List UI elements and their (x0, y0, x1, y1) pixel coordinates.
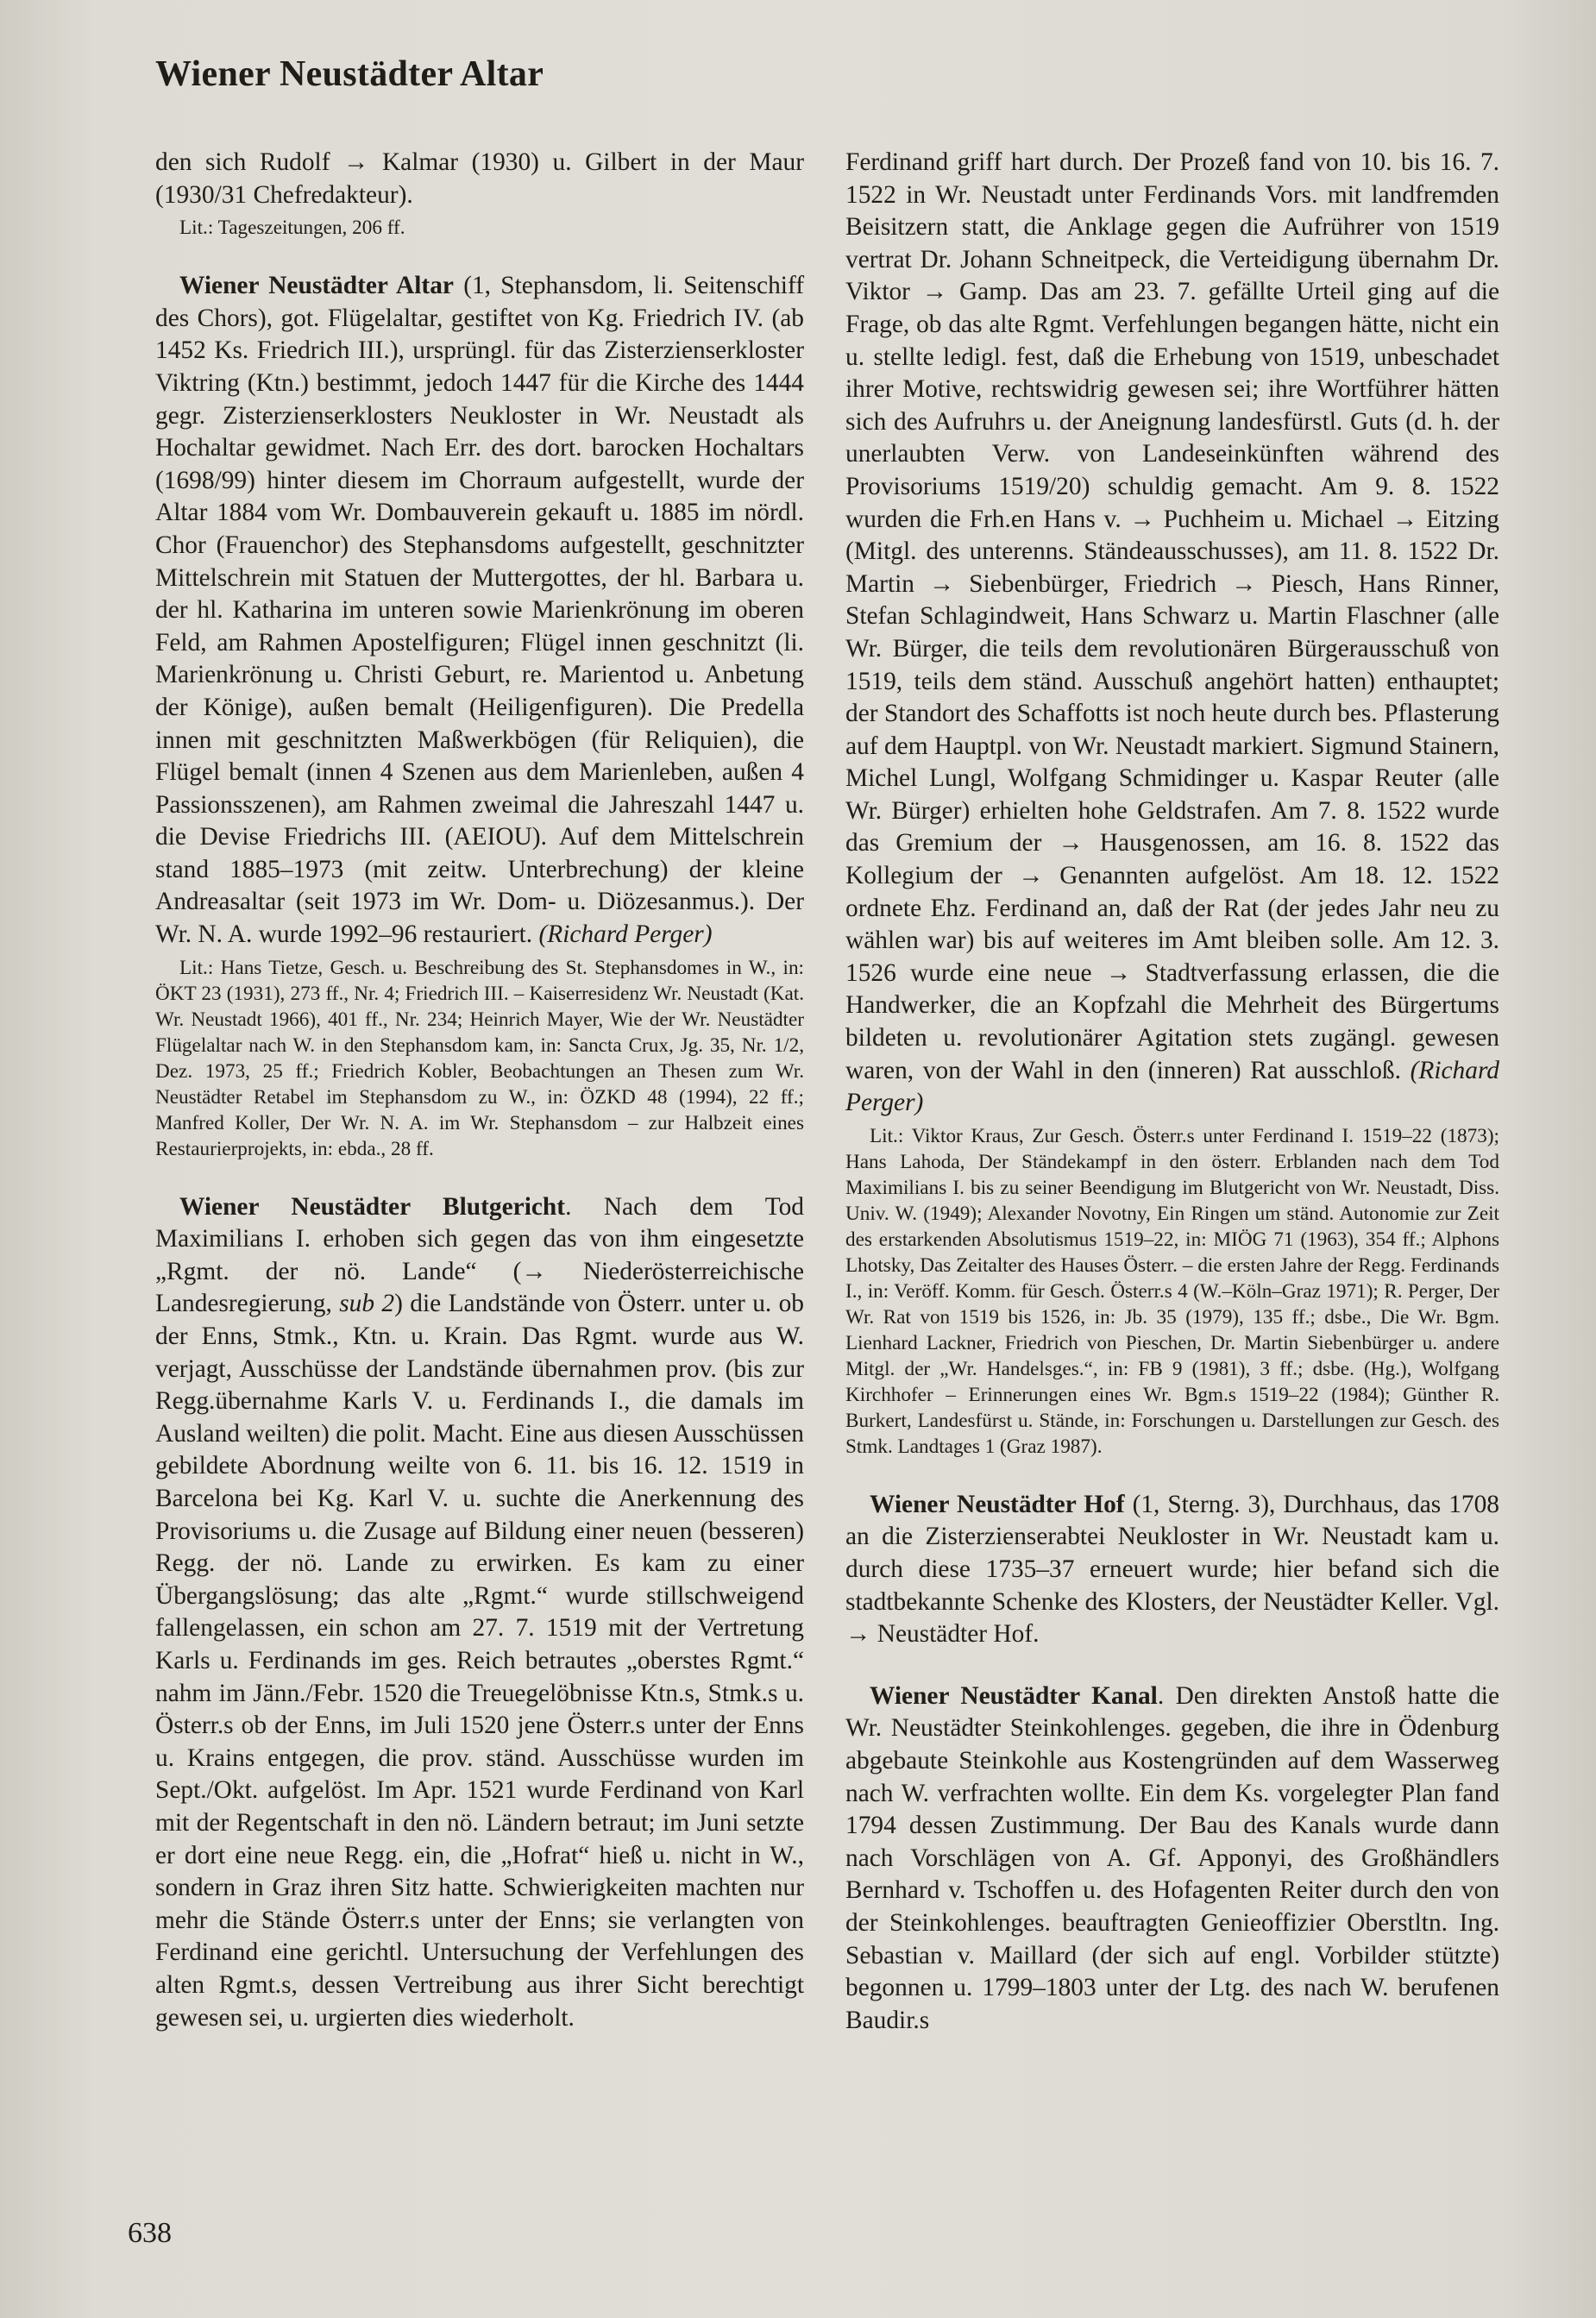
previous-entry-end: den sich Rudolf → Kalmar (1930) u. Gilbert in der Maur (1930/31 Chefredakteur). (155, 148, 804, 209)
entry-text-blutgericht-b: ) die Landstände von Österr. unter u. ob der Enns, Stmk., Ktn. u. Krain. Das Rgmt. wurde aus W. verjagt, Ausschüsse der Landstände übernahmen prov. (bis zur Regg.übernahme Karls V. u. Ferdinands I., die damals im Ausland weilten) die polit. Macht. Eine aus diesen Ausschüssen gebildete Abordnung weilte von 6. 11. bis 16. 12. 1519 in Barcelona bei Kg. Karl V. u. suchte die Anerkennung des Provisoriums u. die Zusage auf Bildung einer neuen (besseren) Regg. der nö. Lande zu erwirken. Es kam zu einer Übergangslösung; das alte „Rgmt.“ wurde stillschweigend fallengelassen, ein schon am 27. 7. 1519 mit der Vertretung Karls u. Ferdinands im ges. Reich betrautes „oberstes Rgmt.“ nahm im Jänn./Febr. 1520 die Treuegelöbnisse Ktn.s, Stmk.s u. Österr.s ob der Enns, im Juli 1520 jene Österr.s unter der Enns u. Krains entgegen, die prov. ständ. Ausschüsse wurden im Sept./Okt. aufgelöst. Im Apr. 1521 wurde Ferdinand von Karl mit der Regentschaft in den nö. Ländern betraut; im Juni setzte er dort eine neue Regg. ein, die „Hofrat“ hieß u. nicht in W., sondern in Graz ihren Sitz hatte. Schwierigkeiten machten nur mehr die Stände Österr.s unter der Enns; sie verlangten von Ferdinand eine gerichtl. Untersuchung der Verfehlungen des alten Rgmt.s, dessen Vertreibung aus ihrer Sicht berechtigt gewesen sei, u. urgierten dies wiederholt. (155, 1290, 805, 2032)
entry-text-kanal: . Den direkten Anstoß hatte die Wr. Neustädter Steinkohlenges. gegeben, die ihre in Ödenburg abgebaute Steinkohle aus Kostengründen auf dem Wasserweg nach W. verfrachten wollte. Ein dem Ks. vorgelegter Plan fand 1794 dessen Zustimmung. Der Bau des Kanals wurde dann nach Vorschlägen von A. Gf. Apponyi, des Großhändlers Bernhard v. Tschoffen u. des Hofagenten Reiter durch den von der Steinkohlenges. beauftragten Genieoffizier Oberstltn. Ing. Sebastian v. Maillard (der sich auf engl. Vorbilder stützte) begonnen u. 1799–1803 unter der Ltg. des nach W. berufenen Baudir.s (845, 1681, 1499, 2034)
entry-keyword-kanal: Wiener Neustädter Kanal (870, 1681, 1158, 1710)
entry-blutgericht-continued (845, 147, 1499, 1120)
entry-gap (155, 241, 804, 270)
previous-entry-literature: Lit.: Tageszeitungen, 206 ff. (179, 217, 405, 240)
running-head: Wiener Neustädter Altar (155, 54, 544, 94)
entry-subref-blutgericht: sub 2 (339, 1290, 395, 1318)
entry-gap (155, 1162, 804, 1191)
page-number: 638 (128, 2217, 172, 2249)
entry-keyword-hof: Wiener Neustädter Hof (870, 1490, 1125, 1518)
entry-gap (845, 1651, 1499, 1680)
entry-author-altar: (Richard Perger) (538, 920, 713, 949)
entry-text-blutgericht-cont: Ferdinand griff hart durch. Der Prozeß fand von 10. bis 16. 7. 1522 in Wr. Neustadt unter Ferdinands Vors. mit landfremden Beisitzern statt, die Anklage gegen die Aufrührer von 1519 vertrat Dr. Johann Schneitpeck, die Verteidigung übernahm Dr. Viktor → Gamp. Das am 23. 7. gefällte Urteil ging auf die Frage, ob das alte Rgmt. Verfehlungen begangen hätte, nicht ein u. stellte ledigl. fest, daß die Erhebung von 1519, unbeschadet ihrer Motive, rechtswidrig gewesen sei; ihre Wortführer hätten sich des Aufruhrs u. der Aneignung landesfürstl. Guts (d. h. der unerlaubten Verw. von Landeseinkünften während des Provisoriums 1519/20) schuldig gemacht. Am 9. 8. 1522 wurden die Frh.en Hans v. → Puchheim u. Michael → Eitzing (Mitgl. des unterenns. Ständeausschusses), am 11. 8. 1522 Dr. Martin → Siebenbürger, Friedrich → Piesch, Hans Rinner, Stefan Schlagindweit, Hans Schwarz u. Martin Flaschner (alle Wr. Bürger, die teils dem revolutionären Bürgerausschuß von 1519, teils dem ständ. Ausschuß angehört hatten) enthauptet; der Standort des Schaffotts ist noch heute durch bes. Pflasterung auf dem Hauptpl. von Wr. Neustadt markiert. Sigmund Stainern, Michel Lungl, Wolfgang Schmidinger u. Kaspar Reuter (alle Wr. Bürger) erhielten hohe Geldstrafen. Am 7. 8. 1522 wurde das Gremium der → Hausgenossen, am 16. 8. 1522 das Kollegium der → Genannten aufgelöst. Am 18. 12. 1522 ordnete Ehz. Ferdinand an, daß der Rat (der jedes Jahr neu zu wählen war) bis auf weiteres im Amt bleiben solle. Am 12. 3. 1526 wurde eine neue → Stadtverfassung erlassen, die die Handwerker, die an Kopfzahl die Mehrheit des Bürgertums bildeten u. revolutionärer Agitation stets zugängl. gewesen waren, von der Wahl in den (inneren) Rat ausschloß. (845, 148, 1499, 1084)
entry-author-blutgericht: (Richard Perger) (845, 1056, 1499, 1117)
entry-keyword-altar: Wiener Neustädter Altar (179, 272, 454, 300)
entry-literature-altar: Lit.: Hans Tietze, Gesch. u. Beschreibung des St. Stephansdomes in W., in: ÖKT 23 (1931), 273 ff., Nr. 4; Friedrich III. – Kaiserresidenz Wr. Neustadt (Kat. Wr. Neustadt 1966), 401 ff., Nr. 234; Heinrich Mayer, Wie der Wr. Neustädter Flügelaltar nach W. in den Stephansdom kam, in: Sancta Crux, Jg. 35, Nr. 1/2, Dez. 1973, 25 ff.; Friedrich Kobler, Beobachtungen an Thesen zum Wr. Neustädter Retabel im Stephansdom zu W., in: ÖZKD 48 (1994), 22 ff.; Manfred Koller, Der Wr. N. A. im Wr. Stephansdom – zur Halbzeit eines Restaurierprojekts, in: ebda., 28 ff. (155, 956, 804, 1160)
entry-text-altar: (1, Stephansdom, li. Seitenschiff des Chors), got. Flügelaltar, gestiftet von Kg. Friedrich IV. (ab 1452 Ks. Friedrich III.), ursprüngl. für das Zisterzienserkloster Viktring (Ktn.) bestimmt, jedoch 1447 für die Kirche des 1444 gegr. Zisterzienserklosters Neukloster in Wr. Neustadt als Hochaltar gewidmet. Nach Err. des dort. barocken Hochaltars (1698/99) hinter diesem im Chorraum aufgestellt, wurde der Altar 1884 vom Wr. Dombauverein gekauft u. 1885 im nördl. Chor (Frauenchor) des Stephansdoms aufgestellt, geschnitzter Mittelschrein mit Statuen der Muttergottes, der hl. Barbara u. der hl. Katharina im unteren sowie Marienkrönung im oberen Feld, am Rahmen Apostelfiguren; Flügel innen geschnitzt (li. Marienkrönung u. Christi Geburt, re. Marientod u. Anbetung der Könige), außen bemalt (Heiligenfiguren). Die Predella innen mit geschnitzten Maßwerkbögen (für Reliquien), die Flügel bemalt (innen 4 Szenen aus dem Marienleben, außen 4 Passionsszenen), am Rahmen zweimal die Jahreszahl 1447 u. die Devise Friedrichs III. (AEIOU). Auf dem Mittelschrein stand 1885–1973 (mit zeitw. Unterbrechung) der kleine Andreasaltar (seit 1973 im Wr. Dom- u. Diözesanmus.). Der Wr. N. A. wurde 1992–96 restauriert. (155, 272, 804, 949)
entry-blutgericht (155, 1191, 804, 2034)
entry-hof (845, 1489, 1499, 1651)
entry-gap (845, 1460, 1499, 1489)
entry-literature-blutgericht: Lit.: Viktor Kraus, Zur Gesch. Österr.s unter Ferdinand I. 1519–22 (1873); Hans Lahoda, Der Ständekampf in den österr. Erblanden nach dem Tod Maximilians I. bis zu seiner Beendigung im Blutgericht von Wr. Neustadt, Diss. Univ. W. (1949); Alexander Novotny, Ein Ringen um ständ. Autonomie zur Zeit des erstarkenden Absolutismus 1519–22, in: MIÖG 71 (1963), 354 ff.; Alphons Lhotsky, Das Zeitalter des Hauses Österr. – die ersten Jahre der Regg. Ferdinands I., in: Veröff. Komm. für Gesch. Österr.s 4 (W.–Köln–Graz 1971); R. Perger, Der Wr. Rat von 1519 bis 1526, in: Jb. 35 (1979), 135 ff.; dsbe., Die Wr. Bgm. Lienhard Lackner, Friedrich von Pieschen, Dr. Martin Siebenbürger u. andere Mitgl. der „Wr. Handelsges.“, in: FB 9 (1981), 3 ff.; dsbe. (Hg.), Wolfgang Kirchhofer – Erinnerungen eines Wr. Bgm.s 1519–22 (1984); Günther R. Burkert, Landesfürst u. Stände, in: Forschungen u. Darstellungen zur Gesch. des Stmk. Landtages 1 (Graz 1987). (845, 1124, 1499, 1458)
entry-text-blutgericht-a: . Nach dem Tod Maximilians I. erhoben sich gegen das von ihm eingesetzte „Rgmt. der nö. Lande“ (→ Niederösterreichische Landesregierung, (155, 1192, 805, 1318)
entry-altar (155, 270, 804, 951)
entry-kanal (845, 1680, 1499, 2038)
entry-keyword-blutgericht: Wiener Neustädter Blutgericht (179, 1192, 566, 1221)
entry-text-hof: (1, Sterng. 3), Durchhaus, das 1708 an die Zisterzienserabtei Neukloster in Wr. Neustadt kam u. durch diese 1735–37 erneuert wurde; hier befand sich die stadtbekannte Schenke des Klosters, der Neustädter Keller. Vgl. → Neustädter Hof. (845, 1490, 1499, 1649)
right-column (845, 147, 1499, 2037)
left-column (155, 147, 804, 2034)
